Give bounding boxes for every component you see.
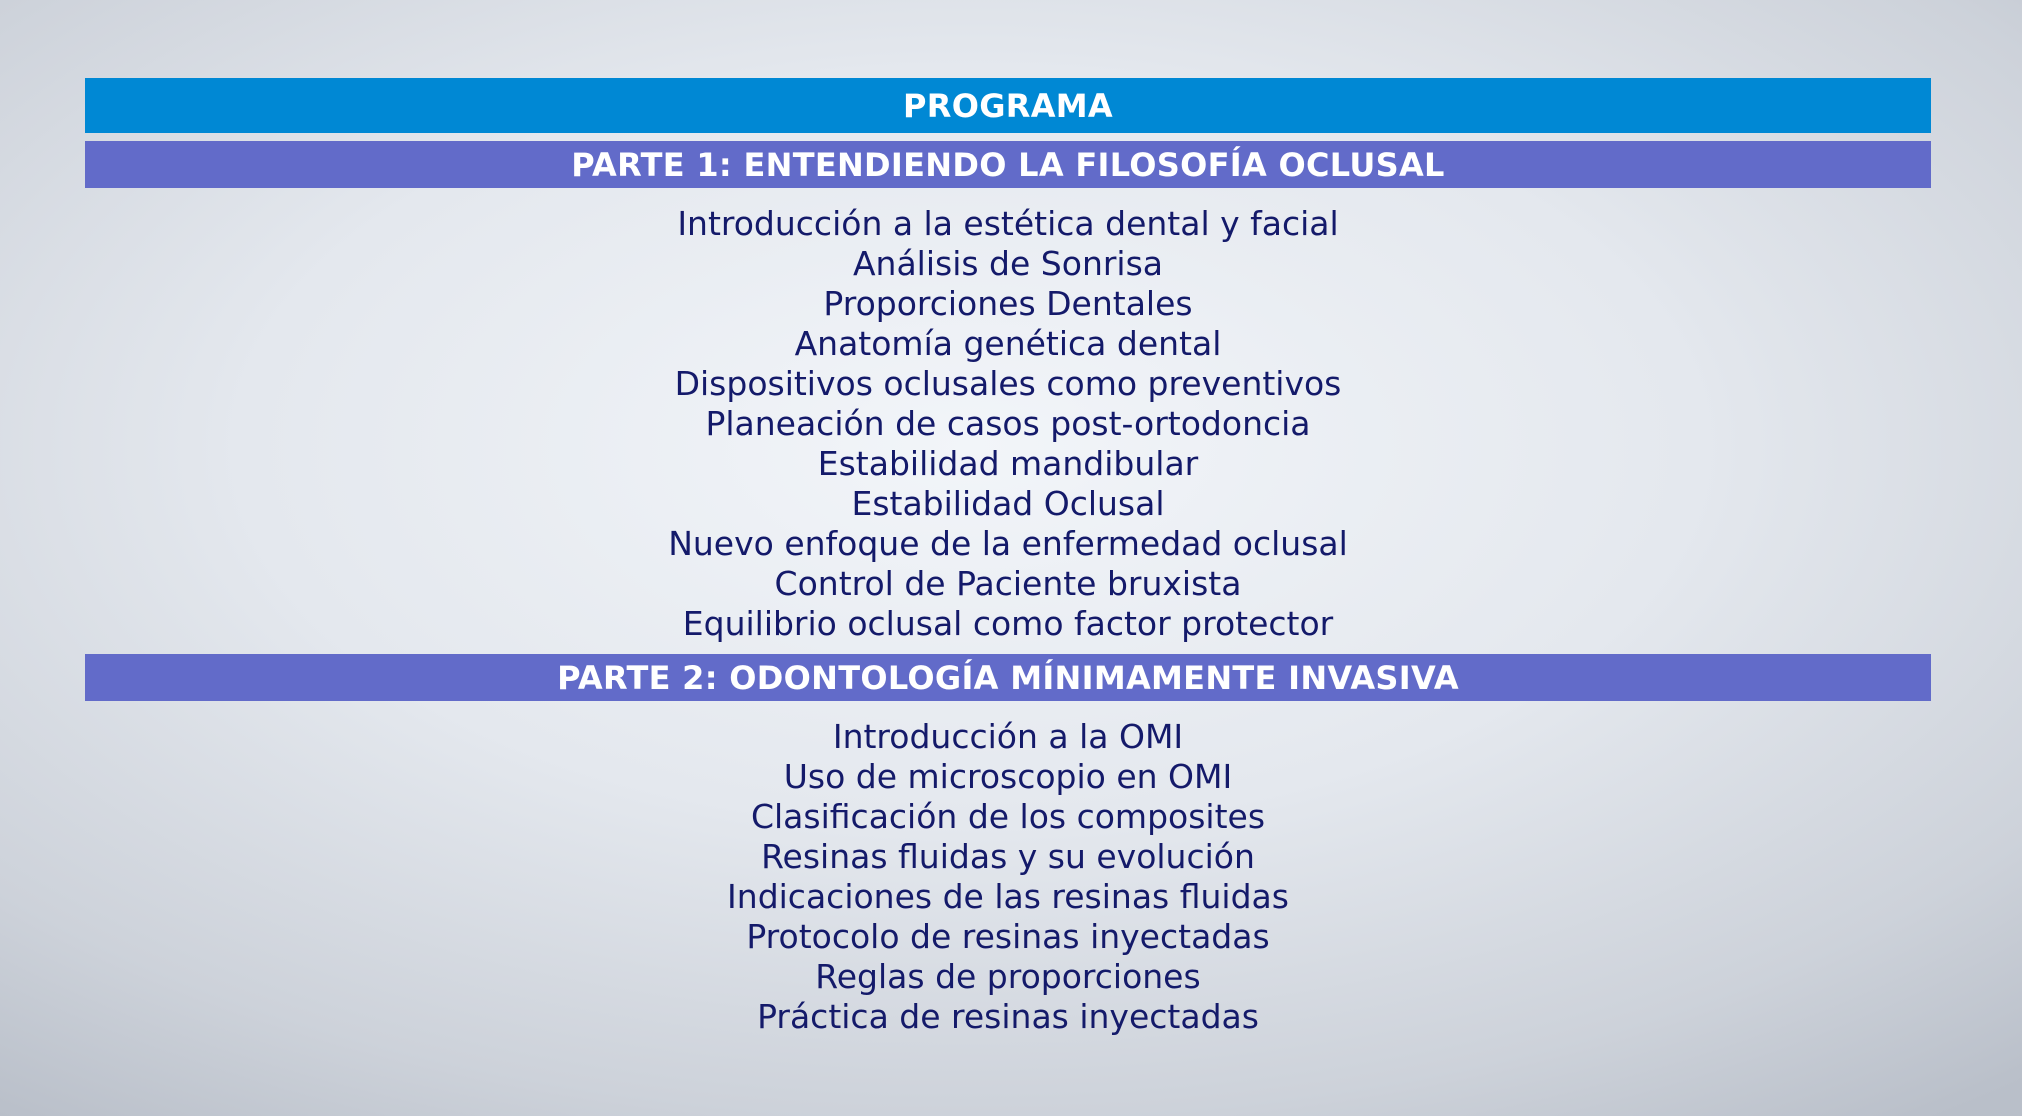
topic-item: Planeación de casos post-ortodoncia bbox=[705, 404, 1311, 443]
part2-heading: PARTE 2: ODONTOLOGÍA MÍNIMAMENTE INVASIVA bbox=[557, 658, 1459, 697]
topic-item: Anatomía genética dental bbox=[794, 324, 1222, 363]
part1-heading-banner bbox=[85, 141, 1931, 188]
topic-item: Dispositivos oclusales como preventivos bbox=[674, 364, 1342, 403]
part2-topic-list bbox=[85, 717, 1931, 1037]
topic-item: Protocolo de resinas inyectadas bbox=[746, 917, 1270, 956]
part1-topic-list bbox=[85, 204, 1931, 644]
topic-item: Clasificación de los composites bbox=[750, 797, 1266, 836]
topic-item: Análisis de Sonrisa bbox=[852, 244, 1164, 283]
topic-item: Uso de microscopio en OMI bbox=[783, 757, 1233, 796]
part1-heading: PARTE 1: ENTENDIENDO LA FILOSOFÍA OCLUSAL bbox=[571, 145, 1445, 184]
topic-item: Resinas fluidas y su evolución bbox=[761, 837, 1255, 876]
part2-heading-banner bbox=[85, 654, 1931, 701]
topic-item: Reglas de proporciones bbox=[815, 957, 1201, 996]
topic-item: Práctica de resinas inyectadas bbox=[757, 997, 1259, 1036]
topic-item: Introducción a la estética dental y facial bbox=[677, 204, 1339, 243]
topic-item: Control de Paciente bruxista bbox=[774, 564, 1242, 603]
topic-item: Equilibrio oclusal como factor protector bbox=[682, 604, 1334, 643]
topic-item: Estabilidad mandibular bbox=[817, 444, 1199, 483]
topic-item: Indicaciones de las resinas fluidas bbox=[727, 877, 1289, 916]
program-title: PROGRAMA bbox=[903, 86, 1113, 125]
program-title-banner bbox=[85, 78, 1931, 133]
topic-item: Estabilidad Oclusal bbox=[851, 484, 1165, 523]
topic-item: Nuevo enfoque de la enfermedad oclusal bbox=[668, 524, 1348, 563]
topic-item: Introducción a la OMI bbox=[832, 717, 1184, 756]
topic-item: Proporciones Dentales bbox=[823, 284, 1193, 323]
